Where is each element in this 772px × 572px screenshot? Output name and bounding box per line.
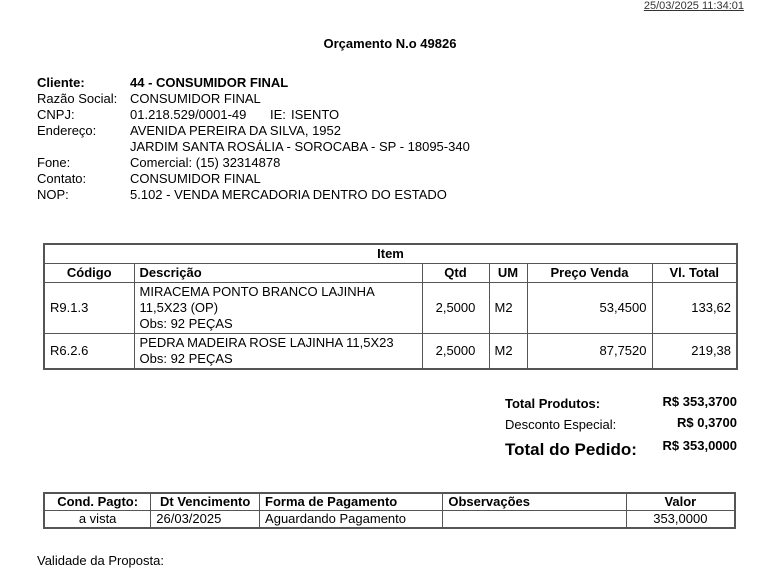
item-total: 133,62	[652, 283, 737, 334]
desconto-value: R$ 0,3700	[677, 415, 737, 430]
header-dt-vencimento: Dt Vencimento	[151, 493, 260, 511]
nop-label: NOP:	[37, 187, 69, 202]
client-info	[37, 75, 470, 203]
ie-label: IE:	[270, 107, 286, 122]
total-produtos-value: R$ 353,3700	[662, 394, 737, 409]
items-table	[43, 243, 738, 370]
item-obs: Obs: 92 PEÇAS	[139, 316, 233, 331]
page-title: Orçamento N.o 49826	[323, 36, 457, 51]
item-descricao	[134, 283, 422, 334]
endereco-row-2	[37, 139, 470, 155]
contato-label: Contato:	[37, 171, 87, 186]
item-um: M2	[489, 334, 527, 370]
endereco-label: Endereço:	[37, 123, 97, 138]
contato-row	[37, 171, 470, 187]
endereco-line1: AVENIDA PEREIRA DA SILVA, 1952	[130, 123, 341, 138]
ie-value: ISENTO	[291, 107, 340, 122]
cnpj-label: CNPJ:	[37, 107, 75, 122]
item-obs: Obs: 92 PEÇAS	[139, 351, 233, 366]
client-label: Cliente:	[37, 75, 85, 90]
header-valor: Valor	[626, 493, 735, 511]
total-produtos-label: Total Produtos:	[505, 396, 601, 411]
item-desc-line: PEDRA MADEIRA ROSE LAJINHA 11,5X23	[139, 335, 394, 350]
nop-value: 5.102 - VENDA MERCADORIA DENTRO DO ESTADO	[130, 187, 447, 202]
item-um: M2	[489, 283, 527, 334]
validade-proposta: Validade da Proposta:	[37, 553, 164, 568]
cnpj-row	[37, 107, 470, 123]
header-cond-pagto: Cond. Pagto:	[44, 493, 151, 511]
header-forma-pagamento: Forma de Pagamento	[260, 493, 443, 511]
razao-social-label: Razão Social:	[37, 91, 118, 106]
item-qtd: 2,5000	[422, 283, 489, 334]
header-total: Vl. Total	[652, 264, 737, 283]
table-row	[44, 283, 737, 334]
payment-table	[43, 492, 736, 529]
pay-obs	[443, 511, 626, 529]
item-descricao	[134, 334, 422, 370]
fone-label: Fone:	[37, 155, 71, 170]
client-row	[37, 75, 470, 91]
table-row	[44, 511, 735, 529]
table-row	[44, 334, 737, 370]
fone-value: Comercial: (15) 32314878	[130, 155, 281, 170]
item-codigo: R9.1.3	[44, 283, 134, 334]
item-qtd: 2,5000	[422, 334, 489, 370]
desconto-label: Desconto Especial:	[505, 417, 617, 432]
item-preco: 87,7520	[527, 334, 652, 370]
items-caption: Item	[44, 244, 737, 264]
total-pedido-label: Total do Pedido:	[505, 440, 637, 459]
header-qtd: Qtd	[422, 264, 489, 283]
pay-cond: a vista	[44, 511, 151, 529]
cnpj-value: 01.218.529/0001-49	[130, 107, 247, 122]
print-timestamp: 25/03/2025 11:34:01	[643, 0, 744, 12]
item-desc-line: MIRACEMA PONTO BRANCO LAJINHA	[139, 284, 375, 299]
header-descricao: Descrição	[134, 264, 422, 283]
contato-value: CONSUMIDOR FINAL	[130, 171, 261, 186]
item-desc-line: 11,5X23 (OP)	[139, 300, 219, 315]
fone-row	[37, 155, 470, 171]
pay-forma: Aguardando Pagamento	[260, 511, 443, 529]
item-preco: 53,4500	[527, 283, 652, 334]
pay-valor: 353,0000	[626, 511, 735, 529]
header-um: UM	[489, 264, 527, 283]
endereco-line2: JARDIM SANTA ROSÁLIA - SOROCABA - SP - 18095-340	[130, 139, 470, 154]
total-pedido-value: R$ 353,0000	[662, 438, 737, 453]
header-codigo: Código	[44, 264, 134, 283]
razao-social-value: CONSUMIDOR FINAL	[130, 91, 261, 106]
header-observacoes: Observações	[443, 493, 626, 511]
endereco-row	[37, 123, 470, 139]
nop-row	[37, 187, 470, 203]
pay-vencimento: 26/03/2025	[151, 511, 260, 529]
item-codigo: R6.2.6	[44, 334, 134, 370]
razao-social-row	[37, 91, 470, 107]
header-preco: Preço Venda	[527, 264, 652, 283]
client-value: 44 - CONSUMIDOR FINAL	[130, 75, 289, 90]
item-total: 219,38	[652, 334, 737, 370]
